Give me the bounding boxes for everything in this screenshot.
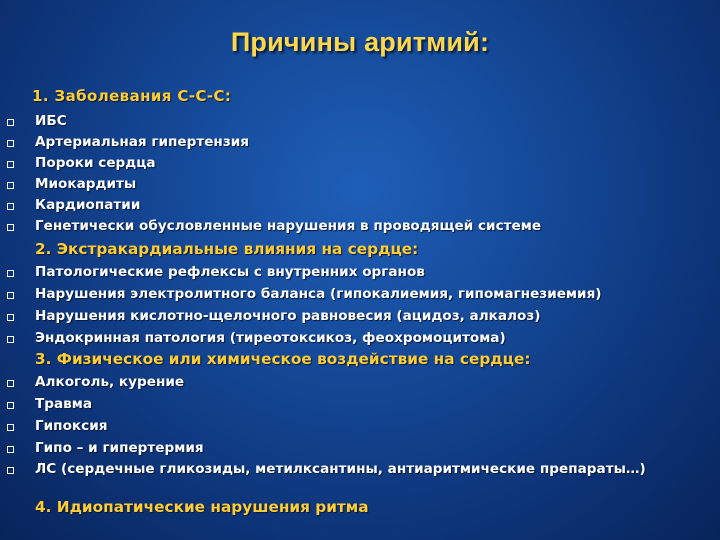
square-bullet-icon xyxy=(7,161,14,168)
square-bullet-icon xyxy=(7,402,14,409)
list-item: Кардиопатии xyxy=(35,197,141,213)
list-item: Миокардиты xyxy=(35,176,137,192)
square-bullet-icon xyxy=(7,292,14,299)
square-bullet-icon xyxy=(7,424,14,431)
list-item: Нарушения электролитного баланса (гипокалиемия, гипомагнезиемия) xyxy=(35,286,602,302)
list-item: Нарушения кислотно-щелочного равновесия (ацидоз, алкалоз) xyxy=(35,308,541,324)
section-heading-cardiac: 1. Заболевания С-С-С: xyxy=(32,87,232,105)
section-heading-idiopathic: 4. Идиопатические нарушения ритма xyxy=(35,498,369,516)
section-heading-extracardiac: 2. Экстракардиальные влияния на сердце: xyxy=(35,240,419,258)
list-item: Артериальная гипертензия xyxy=(35,134,249,150)
list-item: ЛС (сердечные гликозиды, метилксантины, антиаритмические препараты…) xyxy=(35,461,646,477)
section-heading-physical-chemical: 3. Физическое или химическое воздействие на сердце: xyxy=(35,350,531,368)
list-item: Гипо – и гипертермия xyxy=(35,440,204,456)
list-item: Травма xyxy=(35,396,93,412)
square-bullet-icon xyxy=(7,203,14,210)
list-item: Генетически обусловленные нарушения в проводящей системе xyxy=(35,218,542,234)
square-bullet-icon xyxy=(7,182,14,189)
square-bullet-icon xyxy=(7,336,14,343)
slide-title: Причины аритмий: xyxy=(230,27,490,57)
square-bullet-icon xyxy=(7,446,14,453)
square-bullet-icon xyxy=(7,314,14,321)
square-bullet-icon xyxy=(7,224,14,231)
list-item: Пороки сердца xyxy=(35,155,156,171)
square-bullet-icon xyxy=(7,467,14,474)
list-item: Патологические рефлексы с внутренних органов xyxy=(35,264,425,280)
square-bullet-icon xyxy=(7,380,14,387)
list-item: Алкоголь, курение xyxy=(35,374,185,390)
square-bullet-icon xyxy=(7,270,14,277)
list-item: Гипоксия xyxy=(35,418,108,434)
list-item: Эндокринная патология (тиреотоксикоз, феохромоцитома) xyxy=(35,330,506,346)
list-item: ИБС xyxy=(35,113,67,129)
square-bullet-icon xyxy=(7,140,14,147)
square-bullet-icon xyxy=(7,119,14,126)
